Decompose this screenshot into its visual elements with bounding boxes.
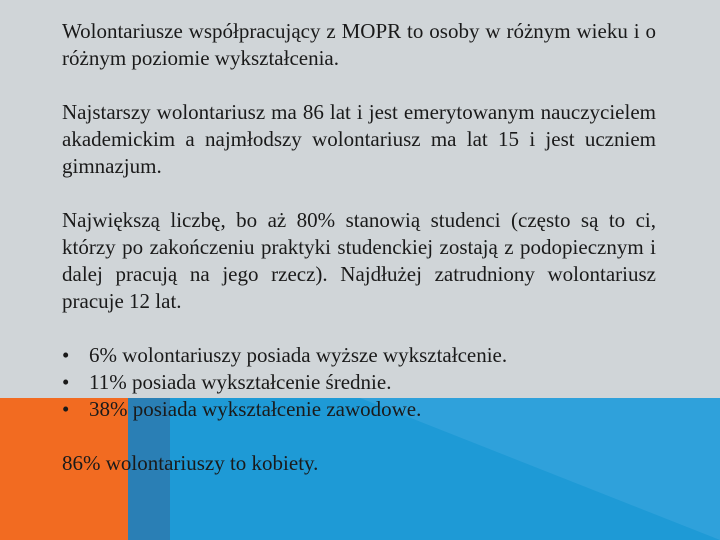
paragraph-intro: Wolontariusze współpracujący z MOPR to osoby w różnym wieku i o różnym poziomie wykształcenia. [62,19,656,70]
education-bullet-list [62,342,656,423]
paragraph-ages: Najstarszy wolontariusz ma 86 lat i jest emerytowanym nauczycielem akademickim a najmłodszy wolontariusz ma lat 15 i jest uczniem gimnazjum. [62,100,656,178]
paragraph-students: Największą liczbę, bo aż 80% stanowią studenci (często są to ci, którzy po zakończeniu praktyki studenckiej zostają z podopiecznym i dalej pracują na jego rzecz). Najdłużej zatrudniony wolontariusz pracuje 12 lat. [62,208,656,313]
bullet-icon: • [62,397,70,421]
closing-statement: 86% wolontariuszy to kobiety. [62,451,319,475]
bullet-icon: • [62,370,70,394]
slide-text-body [62,18,656,504]
list-item [62,369,656,396]
list-item-text: 38% posiada wykształcenie zawodowe. [89,397,422,421]
list-item-text: 11% posiada wykształcenie średnie. [89,370,392,394]
list-item-text: 6% wolontariuszy posiada wyższe wykształcenie. [89,343,508,367]
list-item [62,396,656,423]
bullet-icon: • [62,343,70,367]
list-item [62,342,656,369]
